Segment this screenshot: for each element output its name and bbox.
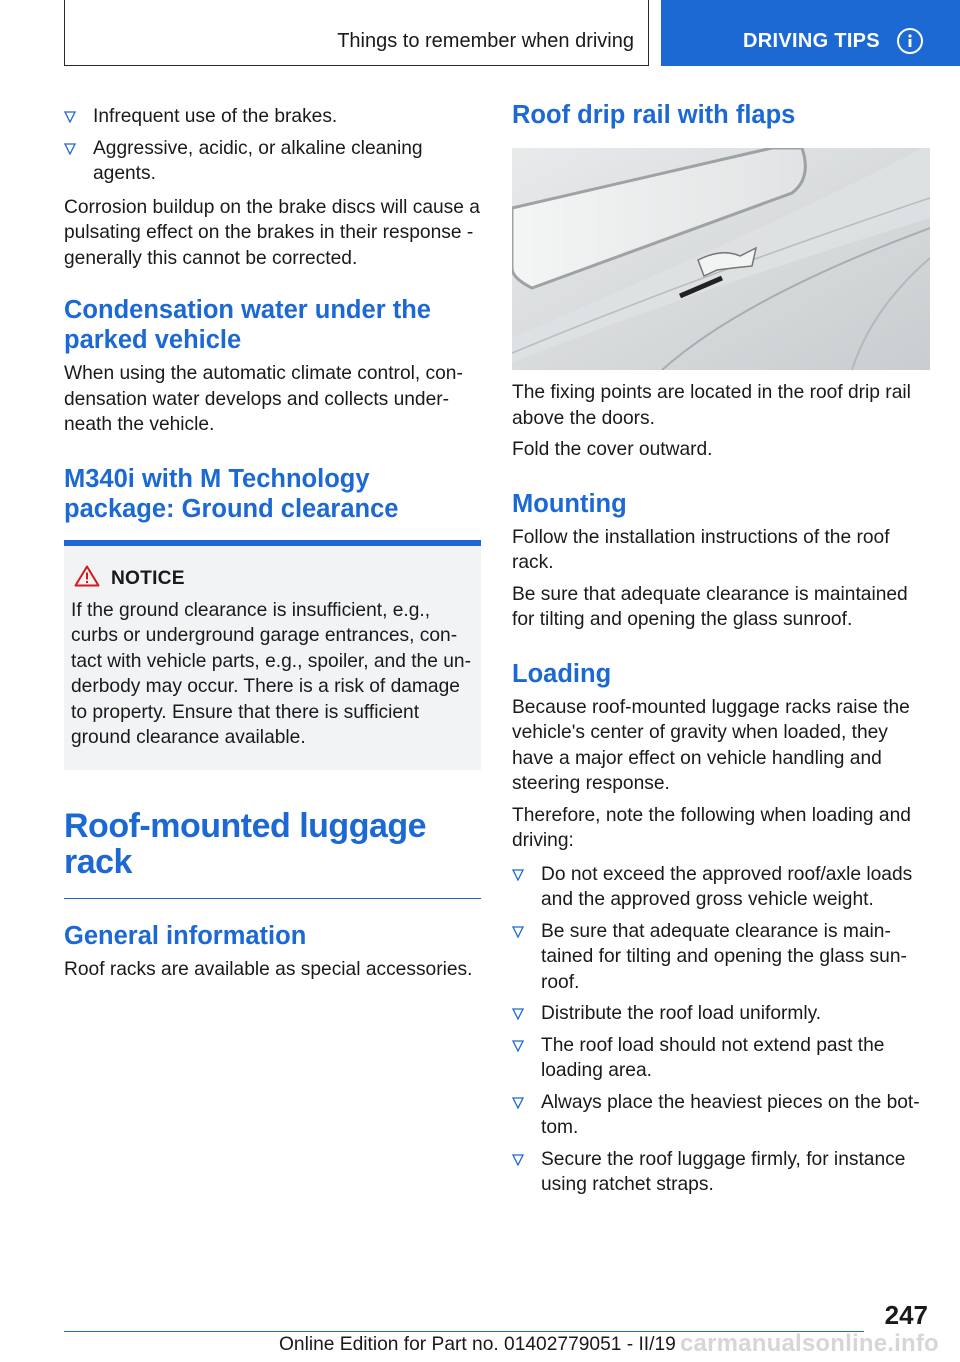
fold-cover-paragraph: Fold the cover outward. [512,439,713,460]
list-item: Be sure that adequate clearance is main-tained for tilting and opening the glass sun-roof. [512,919,930,996]
m340-heading: M340i with M Technology package: Ground clearance [64,464,399,523]
general-info-paragraph: Roof racks are available as special accessories. [64,959,473,980]
warning-icon [74,565,100,587]
right-column [512,100,930,1204]
triangle-bullet-icon [512,869,524,881]
mounting-paragraph-2: Be sure that adequate clearance is maintained for tilting and opening the glass sunroof. [512,583,908,630]
header-section-box [64,0,649,66]
list-item: Distribute the roof load uniformly. [512,1001,930,1027]
notice-heading: NOTICE [111,567,185,589]
triangle-bullet-icon [512,1097,524,1109]
list-item: Infrequent use of the brakes. [64,104,481,130]
triangle-bullet-icon [512,926,524,938]
list-item: Always place the heaviest pieces on the bot-tom. [512,1090,930,1141]
list-item: The roof load should not extend past the loading area. [512,1033,930,1084]
header-chapter-title: DRIVING TIPS [743,30,880,52]
loading-paragraph-2: Therefore, note the following when loading and driving: [512,804,911,851]
condensation-heading: Condensation water under the parked vehicle [64,296,431,354]
footer-edition: Online Edition for Part no. 01402779051 - II/19 [279,1334,676,1355]
triangle-bullet-icon [512,1040,524,1052]
loading-heading: Loading [512,659,612,688]
info-icon [897,28,923,54]
triangle-bullet-icon [512,1154,524,1166]
general-info-heading: General information [64,922,307,950]
mounting-heading: Mounting [512,489,627,518]
condensation-paragraph: When using the automatic climate control, con-densation water develops and collects under-neath the vehicle. [64,363,463,435]
triangle-bullet-icon [64,143,76,155]
mounting-paragraph-1: Follow the installation instructions of the roof rack. [512,526,890,573]
triangle-bullet-icon [64,111,76,123]
list-item: Do not exceed the approved roof/axle loads and the approved gross vehicle weight. [512,862,930,913]
page-number: 247 [884,1300,928,1330]
header-chapter-tab[interactable] [661,0,960,66]
roof-photo-illustration [512,148,930,370]
header-section-title: Things to remember when driving [337,30,634,52]
notice-box [64,540,481,770]
loading-paragraph-1: Because roof-mounted luggage racks raise the vehicle's center of gravity when loaded, they have a major effect on vehicle handling and steering response. [512,696,910,794]
drip-rail-heading: Roof drip rail with flaps [512,101,796,129]
roof-drip-rail-photo [512,148,930,370]
corrosion-paragraph: Corrosion buildup on the brake discs will cause a pulsating effect on the brakes in their response - generally this cannot be corrected. [64,196,480,269]
left-column [64,104,481,989]
triangle-bullet-icon [512,1008,524,1020]
list-item: Aggressive, acidic, or alkaline cleaning agents. [64,136,481,187]
roof-rack-heading: Roof-mounted luggage rack [64,806,427,881]
notice-text: If the ground clearance is insufficient, e.g., curbs or underground garage entrances, con-tact with vehicle parts, e.g., spoiler, and the un-derbody may occur. There is a risk of damage to property. Ensure that there is sufficient ground clearance available. [71,599,471,748]
list-item: Secure the roof luggage firmly, for instance using ratchet straps. [512,1147,930,1198]
watermark: carmanualsonline.info [680,1330,939,1357]
fixing-points-paragraph: The fixing points are located in the roof drip rail above the doors. [512,382,911,429]
section-divider [64,898,481,900]
